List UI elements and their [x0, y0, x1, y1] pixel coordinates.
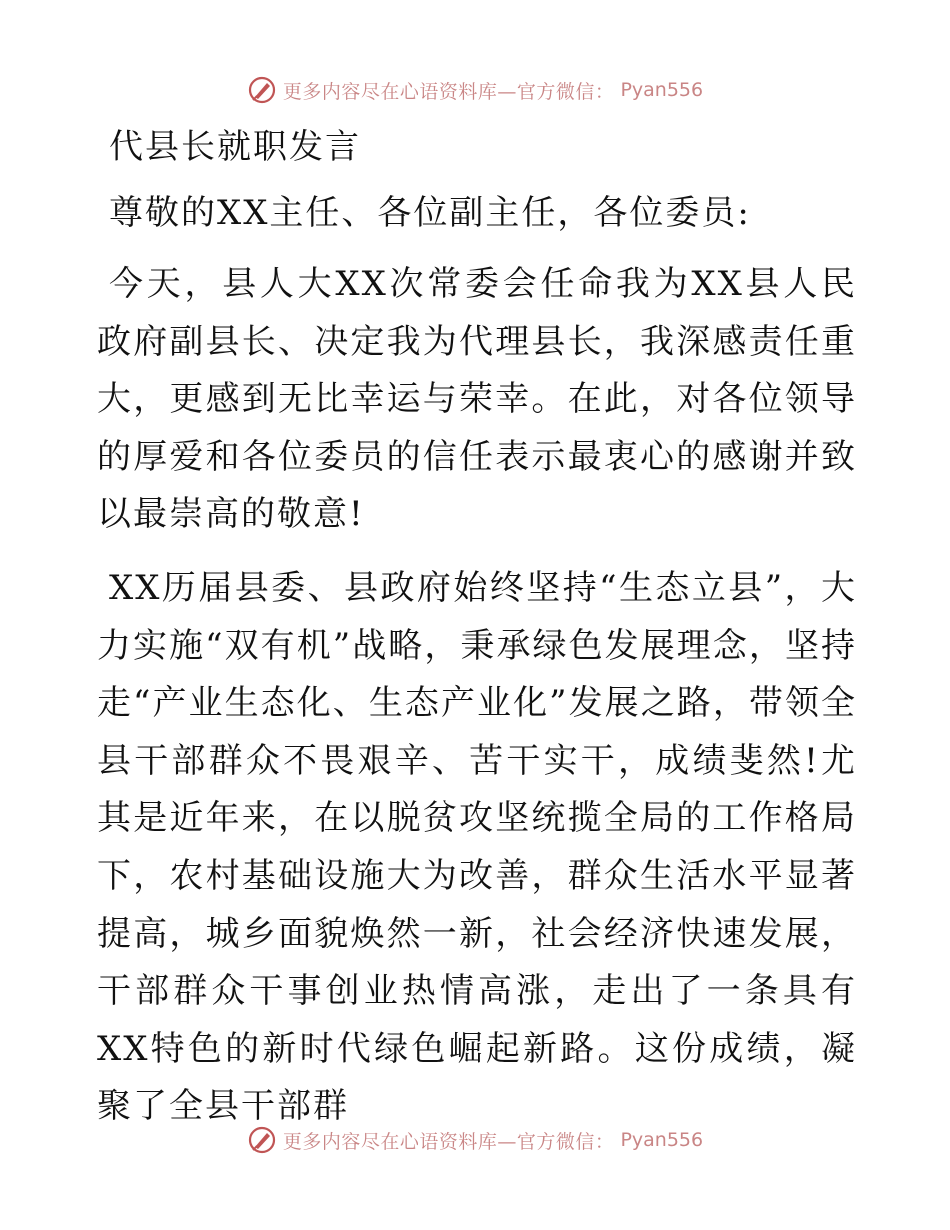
watermark-text: 更多内容尽在心语资料库—官方微信：: [282, 1130, 615, 1153]
paragraph-1: 今天，县人大XX次常委会任命我为XX县人民政府副县长、决定我为代理县长，我深感责任重大，更感到无比幸运与荣幸。在此，对各位领导的厚爱和各位委员的信任表示最衷心的感谢并致以最崇高的敬意!: [97, 264, 857, 535]
watermark-handle: Pyan556: [620, 1129, 704, 1151]
header-watermark: [0, 72, 950, 108]
document-title: 代县长就职发言: [109, 127, 361, 167]
paragraph-2: XX历届县委、县政府始终坚持“生态立县”，大力实施“双有机”战略，秉承绿色发展理念，坚持走“产业生态化、生态产业化”发展之路，带领全县干部群众不畏艰辛、苦干实干，成绩斐然!尤其是近年来，在以脱贫攻坚统揽全局的工作格局下，农村基础设施大为改善，群众生活水平显著提高，城乡面貌焕然一新，社会经济快速发展，干部群众干事创业热情高涨，走出了一条具有XX特色的新时代绿色崛起新路。这份成绩，凝聚了全县干部群: [97, 567, 857, 1127]
quill-circle-icon: [247, 75, 277, 105]
footer-watermark: [0, 1122, 950, 1158]
watermark-handle: Pyan556: [620, 79, 704, 101]
document-body: [97, 118, 857, 1152]
watermark-text: 更多内容尽在心语资料库—官方微信：: [282, 80, 615, 103]
quill-circle-icon: [247, 1125, 277, 1155]
salutation: 尊敬的XX主任、各位副主任，各位委员:: [109, 193, 751, 233]
